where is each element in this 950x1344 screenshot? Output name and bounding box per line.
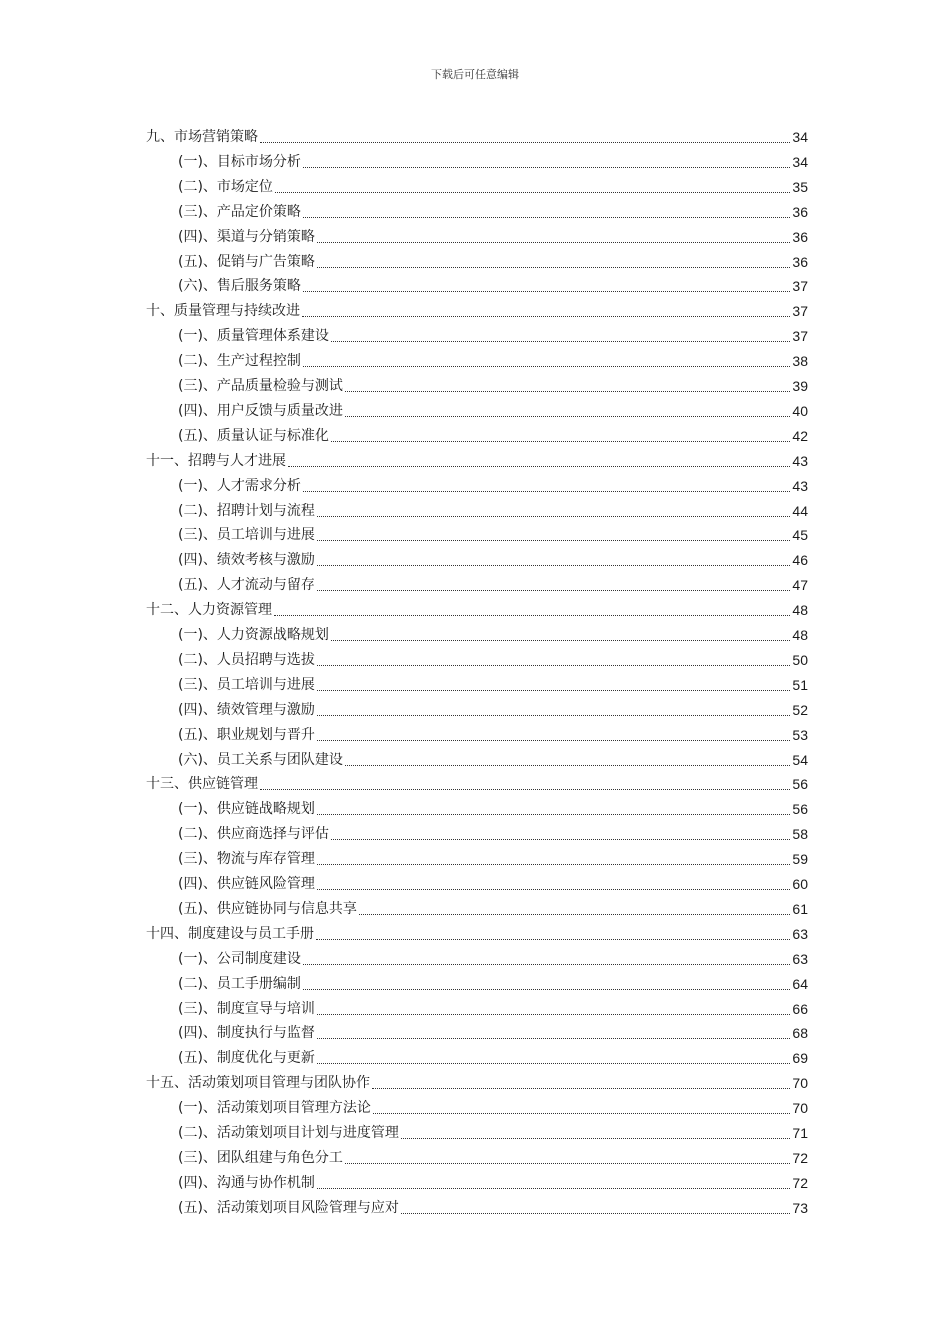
- toc-page-number: 48: [792, 602, 808, 619]
- toc-page-number: 34: [792, 153, 808, 170]
- toc-dot-leader: [317, 1037, 790, 1039]
- toc-page-number: 63: [792, 925, 808, 942]
- toc-chapter-entry[interactable]: [146, 125, 808, 149]
- toc-section-entry[interactable]: [178, 872, 808, 896]
- toc-entry-title: (二)、人员招聘与选拔: [178, 651, 315, 668]
- toc-dot-leader: [303, 988, 790, 990]
- toc-chapter-entry[interactable]: [146, 922, 808, 946]
- toc-entry-title: 十一、招聘与人才进展: [146, 452, 286, 469]
- toc-page-number: 36: [792, 228, 808, 245]
- toc-dot-leader: [331, 340, 790, 342]
- toc-dot-leader: [317, 664, 790, 666]
- toc-page-number: 54: [792, 751, 808, 768]
- toc-dot-leader: [317, 863, 790, 865]
- toc-entry-title: (二)、员工手册编制: [178, 975, 301, 992]
- toc-entry-title: 九、市场营销策略: [146, 129, 258, 145]
- toc-dot-leader: [316, 938, 790, 940]
- toc-dot-leader: [345, 390, 790, 392]
- toc-chapter-entry[interactable]: [146, 1071, 808, 1095]
- toc-page-number: 40: [792, 402, 808, 419]
- toc-page-number: 52: [792, 701, 808, 718]
- toc-page-number: 71: [792, 1125, 808, 1141]
- toc-page-number: 35: [792, 178, 808, 195]
- toc-page-number: 45: [792, 527, 808, 544]
- toc-section-entry[interactable]: [178, 997, 808, 1021]
- toc-section-entry[interactable]: [178, 797, 808, 821]
- toc-page-number: 53: [792, 726, 808, 743]
- toc-dot-leader: [317, 589, 790, 591]
- toc-page-number: 56: [792, 776, 808, 793]
- toc-dot-leader: [302, 315, 790, 317]
- toc-section-entry[interactable]: [178, 1171, 808, 1195]
- toc-page-number: 43: [792, 452, 808, 469]
- toc-dot-leader: [317, 813, 790, 815]
- toc-section-entry[interactable]: [178, 822, 808, 846]
- toc-entry-title: (五)、促销与广告策略: [178, 253, 315, 270]
- toc-page-number: 69: [792, 1050, 808, 1067]
- toc-entry-title: 十三、供应链管理: [146, 776, 258, 793]
- toc-entry-title: (四)、渠道与分销策略: [178, 228, 315, 245]
- toc-chapter-entry[interactable]: [146, 772, 808, 796]
- toc-section-entry[interactable]: [178, 548, 808, 572]
- toc-page-number: 39: [792, 378, 808, 394]
- toc-page-number: 43: [792, 477, 808, 494]
- toc-dot-leader: [317, 539, 790, 541]
- toc-dot-leader: [274, 614, 790, 616]
- toc-chapter-entry[interactable]: [146, 449, 808, 473]
- toc-entry-title: (一)、质量管理体系建设: [178, 328, 329, 345]
- toc-entry-title: (五)、职业规划与晋升: [178, 726, 315, 743]
- toc-entry-title: (三)、制度宣导与培训: [178, 1000, 315, 1017]
- toc-dot-leader: [401, 1212, 790, 1214]
- toc-page-number: 58: [792, 826, 808, 843]
- toc-entry-title: (三)、物流与库存管理: [178, 851, 315, 868]
- toc-section-entry[interactable]: [178, 274, 808, 298]
- toc-section-entry[interactable]: [178, 1021, 808, 1045]
- toc-entry-title: (三)、团队组建与角色分工: [178, 1149, 343, 1166]
- toc-dot-leader: [317, 689, 790, 691]
- toc-chapter-entry[interactable]: [146, 598, 808, 622]
- toc-dot-leader: [317, 1062, 790, 1064]
- toc-dot-leader: [317, 515, 790, 517]
- toc-page-number: 61: [792, 900, 808, 917]
- toc-page-number: 47: [792, 577, 808, 594]
- toc-entry-title: (四)、供应链风险管理: [178, 876, 315, 892]
- toc-page-number: 59: [792, 851, 808, 868]
- toc-entry-title: 十、质量管理与持续改进: [146, 303, 300, 320]
- toc-entry-title: (三)、产品定价策略: [178, 203, 301, 220]
- toc-dot-leader: [317, 1187, 790, 1189]
- toc-dot-leader: [317, 564, 790, 566]
- toc-entry-title: (一)、人才需求分析: [178, 477, 301, 494]
- toc-page-number: 37: [792, 328, 808, 345]
- toc-page-number: 48: [792, 627, 808, 643]
- toc-entry-title: 十二、人力资源管理: [146, 602, 272, 619]
- toc-entry-title: 十四、制度建设与员工手册: [146, 925, 314, 942]
- toc-dot-leader: [359, 913, 790, 915]
- toc-entry-title: (五)、供应链协同与信息共享: [178, 900, 357, 917]
- toc-page-number: 63: [792, 950, 808, 967]
- toc-entry-title: (二)、招聘计划与流程: [178, 502, 315, 519]
- toc-dot-leader: [288, 465, 790, 467]
- toc-dot-leader: [372, 1087, 790, 1089]
- toc-section-entry[interactable]: [178, 349, 808, 373]
- toc-entry-title: (一)、公司制度建设: [178, 950, 301, 967]
- toc-page-number: 37: [792, 278, 808, 295]
- toc-dot-leader: [317, 888, 790, 890]
- toc-section-entry[interactable]: [178, 150, 808, 174]
- toc-section-entry[interactable]: [178, 499, 808, 523]
- toc-section-entry[interactable]: [178, 723, 808, 747]
- toc-page-number: 73: [792, 1199, 808, 1216]
- toc-section-entry[interactable]: [178, 698, 808, 722]
- toc-section-entry[interactable]: [178, 897, 808, 921]
- toc-entry-title: (五)、制度优化与更新: [178, 1050, 315, 1067]
- toc-chapter-entry[interactable]: [146, 299, 808, 323]
- toc-page-number: 38: [792, 353, 808, 370]
- toc-dot-leader: [331, 639, 790, 641]
- toc-section-entry[interactable]: [178, 225, 808, 249]
- toc-entry-title: (五)、活动策划项目风险管理与应对: [178, 1199, 399, 1216]
- toc-section-entry[interactable]: [178, 1121, 808, 1145]
- toc-page-number: 60: [792, 876, 808, 892]
- toc-section-entry[interactable]: [178, 424, 808, 448]
- toc-dot-leader: [303, 166, 790, 168]
- toc-entry-title: (一)、目标市场分析: [178, 153, 301, 170]
- toc-section-entry[interactable]: [178, 474, 808, 498]
- toc-page-number: 66: [792, 1000, 808, 1017]
- toc-entry-title: (三)、员工培训与进展: [178, 527, 315, 544]
- toc-page-number: 51: [792, 676, 808, 693]
- toc-dot-leader: [317, 739, 790, 741]
- toc-page-number: 36: [792, 253, 808, 270]
- toc-page-number: 72: [792, 1149, 808, 1166]
- toc-dot-leader: [317, 266, 790, 268]
- toc-dot-leader: [303, 290, 790, 292]
- toc-page-number: 56: [792, 801, 808, 818]
- toc-page-number: 36: [792, 203, 808, 220]
- toc-dot-leader: [317, 241, 790, 243]
- toc-entry-title: (一)、活动策划项目管理方法论: [178, 1100, 371, 1117]
- toc-dot-leader: [317, 714, 790, 716]
- toc-page-number: 64: [792, 975, 808, 992]
- toc-page-number: 72: [792, 1174, 808, 1191]
- toc-entry-title: (六)、员工关系与团队建设: [178, 751, 343, 768]
- toc-entry-title: (四)、绩效考核与激励: [178, 552, 315, 569]
- page-header: 下载后可任意编辑: [431, 68, 519, 81]
- toc-section-entry[interactable]: [178, 399, 808, 423]
- toc-page-number: 70: [792, 1075, 808, 1092]
- toc-section-entry[interactable]: [178, 972, 808, 996]
- toc-section-entry[interactable]: [178, 324, 808, 348]
- toc-entry-title: (六)、售后服务策略: [178, 278, 301, 295]
- toc-entry-title: (四)、用户反馈与质量改进: [178, 402, 343, 419]
- toc-dot-leader: [260, 141, 790, 143]
- toc-dot-leader: [345, 1162, 790, 1164]
- toc-section-entry[interactable]: [178, 648, 808, 672]
- toc-section-entry[interactable]: [178, 847, 808, 871]
- toc-entry-title: (二)、生产过程控制: [178, 353, 301, 370]
- toc-section-entry[interactable]: [178, 947, 808, 971]
- toc-entry-title: (四)、沟通与协作机制: [178, 1174, 315, 1191]
- toc-entry-title: (四)、绩效管理与激励: [178, 701, 315, 718]
- toc-entry-title: (五)、质量认证与标准化: [178, 427, 329, 444]
- toc-dot-leader: [345, 764, 790, 766]
- toc-dot-leader: [373, 1112, 790, 1114]
- toc-dot-leader: [275, 191, 790, 193]
- toc-entry-title: (三)、员工培训与进展: [178, 676, 315, 693]
- toc-dot-leader: [345, 415, 790, 417]
- toc-section-entry[interactable]: [178, 1146, 808, 1170]
- toc-section-entry[interactable]: [178, 523, 808, 547]
- toc-entry-title: (二)、市场定位: [178, 178, 273, 195]
- toc-dot-leader: [401, 1137, 790, 1139]
- toc-section-entry[interactable]: [178, 175, 808, 199]
- toc-section-entry[interactable]: [178, 673, 808, 697]
- toc-section-entry[interactable]: [178, 1046, 808, 1070]
- toc-dot-leader: [303, 963, 790, 965]
- toc-page-number: 44: [792, 502, 808, 519]
- toc-entry-title: 十五、活动策划项目管理与团队协作: [146, 1075, 370, 1092]
- toc-dot-leader: [331, 838, 790, 840]
- toc-section-entry[interactable]: [178, 1096, 808, 1120]
- toc-section-entry[interactable]: [178, 573, 808, 597]
- toc-page-number: 34: [792, 129, 808, 145]
- toc-entry-title: (二)、活动策划项目计划与进度管理: [178, 1125, 399, 1141]
- toc-dot-leader: [317, 1013, 790, 1015]
- toc-page-number: 70: [792, 1100, 808, 1117]
- toc-page-number: 37: [792, 303, 808, 320]
- toc-entry-title: (二)、供应商选择与评估: [178, 826, 329, 843]
- toc-section-entry[interactable]: [178, 250, 808, 274]
- toc-section-entry[interactable]: [178, 374, 808, 398]
- toc-page-number: 50: [792, 651, 808, 668]
- toc-section-entry[interactable]: [178, 623, 808, 647]
- toc-page-number: 42: [792, 427, 808, 444]
- toc-entry-title: (一)、人力资源战略规划: [178, 627, 329, 643]
- toc-dot-leader: [303, 216, 790, 218]
- toc-dot-leader: [331, 440, 790, 442]
- toc-entry-title: (一)、供应链战略规划: [178, 801, 315, 818]
- toc-dot-leader: [303, 365, 790, 367]
- toc-page-number: 68: [792, 1025, 808, 1042]
- toc-dot-leader: [303, 490, 790, 492]
- toc-section-entry[interactable]: [178, 748, 808, 772]
- toc-entry-title: (三)、产品质量检验与测试: [178, 378, 343, 394]
- toc-section-entry[interactable]: [178, 1196, 808, 1220]
- toc-entry-title: (四)、制度执行与监督: [178, 1025, 315, 1042]
- toc-entry-title: (五)、人才流动与留存: [178, 577, 315, 594]
- toc-section-entry[interactable]: [178, 200, 808, 224]
- toc-dot-leader: [260, 788, 790, 790]
- toc-page-number: 46: [792, 552, 808, 569]
